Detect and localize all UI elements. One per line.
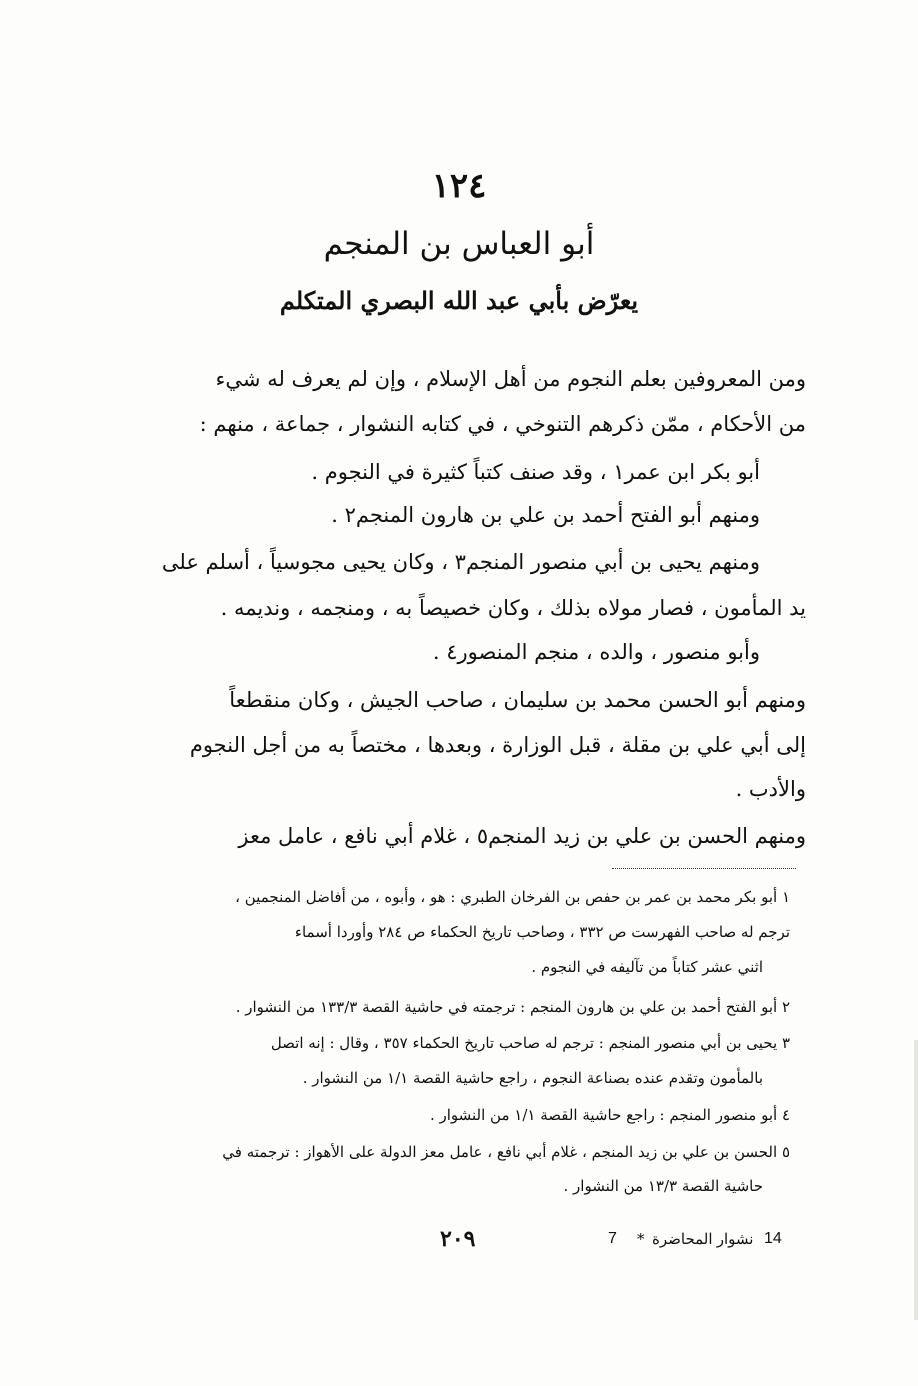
footnote-separator: [612, 868, 796, 869]
story-subtitle: يعرّض بأبي عبد الله البصري المتكلم: [279, 286, 639, 315]
body-line: يد المأمون ، فصار مولاه بذلك ، وكان خصيصاً به ، ومنجمه ، ونديمه .: [220, 596, 806, 620]
footnote-line: ٢ أبو الفتح أحمد بن علي بن هارون المنجم : ترجمته في حاشية القصة ١٣٣/٣ من النشوار .: [235, 998, 790, 1016]
footnote-line: حاشية القصة ١٣/٣ من النشوار .: [563, 1177, 763, 1195]
page-edge-shadow: [914, 1040, 918, 1320]
footnote-line: ٣ يحيى بن أبي منصور المنجم : ترجم له صاحب تاريخ الحكماء ٣٥٧ ، وقال : إنه اتصل: [270, 1034, 790, 1052]
body-line: ومنهم أبو الحسن محمد بن سليمان ، صاحب الجيش ، وكان منقطعاً: [229, 688, 806, 712]
footnote-line: ٥ الحسن بن علي بن زيد المنجم ، غلام أبي نافع ، عامل معز الدولة على الأهواز : ترجمته في: [222, 1143, 790, 1161]
body-line: إلى أبي علي بن مقلة ، قبل الوزارة ، وبعدها ، مختصاً به من أجل النجوم: [189, 733, 806, 757]
signature-title: نشوار المحاضرة: [652, 1231, 754, 1248]
footnote-line: اثني عشر كتاباً من تآليفه في النجوم .: [531, 958, 763, 976]
body-line: ومنهم يحيى بن أبي منصور المنجم٣ ، وكان يحيى مجوسياً ، أسلم على: [161, 550, 760, 574]
signature-number: 14: [764, 1230, 782, 1247]
page-number: ٢٠٩: [440, 1226, 476, 1252]
body-line: وأبو منصور ، والده ، منجم المنصور٤ .: [432, 640, 760, 664]
body-line: ومنهم الحسن بن علي بن زيد المنجم٥ ، غلام أبي نافع ، عامل معز: [238, 824, 806, 848]
body-line: أبو بكر ابن عمر١ ، وقد صنف كتباً كثيرة في النجوم .: [311, 460, 760, 484]
body-line: ومن المعروفين بعلم النجوم من أهل الإسلام ، وإن لم يعرف له شيء: [215, 367, 806, 391]
footnote-line: ٤ أبو منصور المنجم : راجع حاشية القصة ١/١ من النشوار .: [429, 1106, 790, 1124]
story-number: ١٢٤: [431, 166, 487, 206]
signature-star: *: [637, 1230, 645, 1248]
body-line: من الأحكام ، ممّن ذكرهم التنوخي ، في كتابه النشوار ، جماعة ، منهم :: [199, 412, 806, 436]
footnote-line: ترجم له صاحب الفهرست ص ٣٣٢ ، وصاحب تاريخ الحكماء ص ٢٨٤ وأوردا أسماء: [294, 923, 790, 941]
body-line: ومنهم أبو الفتح أحمد بن علي بن هارون المنجم٢ .: [331, 503, 760, 527]
story-title: أبو العباس بن المنجم: [323, 226, 595, 262]
body-line: والأدب .: [735, 777, 806, 801]
footnote-line: بالمأمون وتقدم عنده بصناعة النجوم ، راجع حاشية القصة ١/١ من النشوار .: [302, 1069, 763, 1087]
footnote-line: ١ أبو بكر محمد بن عمر بن حفص بن الفرخان الطبري : هو ، وأبوه ، من أفاضل المنجمين ،: [235, 888, 790, 906]
signature-count: 7: [608, 1230, 617, 1247]
